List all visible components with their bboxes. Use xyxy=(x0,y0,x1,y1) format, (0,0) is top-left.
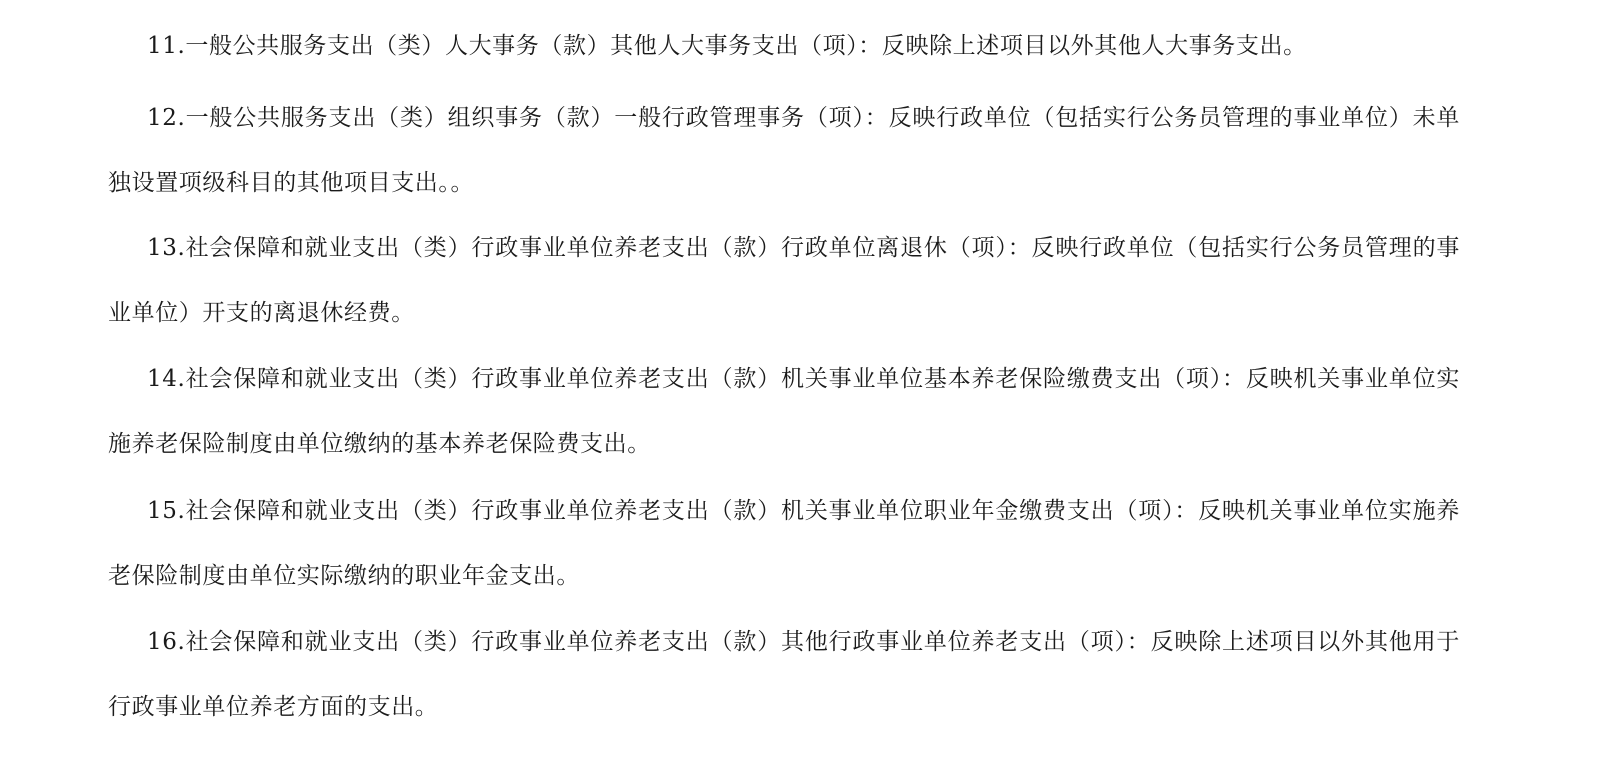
paragraph-item-13: 13.社会保障和就业支出（类）行政事业单位养老支出（款）行政单位离退休（项）：反映行政单位（包括实行公务员管理的事业单位）开支的离退休经费。 xyxy=(108,235,1460,326)
paragraph-item-14: 14.社会保障和就业支出（类）行政事业单位养老支出（款）机关事业单位基本养老保险缴费支出（项）：反映机关事业单位实施养老保险制度由单位缴纳的基本养老保险费支出。 xyxy=(108,366,1460,457)
paragraph-item-15: 15.社会保障和就业支出（类）行政事业单位养老支出（款）机关事业单位职业年金缴费支出（项）：反映机关事业单位实施养老保险制度由单位实际缴纳的职业年金支出。 xyxy=(108,498,1460,589)
paragraph-item-12: 12.一般公共服务支出（类）组织事务（款）一般行政管理事务（项）：反映行政单位（包括实行公务员管理的事业单位）未单独设置项级科目的其他项目支出。。 xyxy=(108,105,1460,196)
paragraph-item-11: 11.一般公共服务支出（类）人大事务（款）其他人大事务支出（项）：反映除上述项目以外其他人大事务支出。 xyxy=(147,33,1307,59)
paragraph-item-16: 16.社会保障和就业支出（类）行政事业单位养老支出（款）其他行政事业单位养老支出（项）：反映除上述项目以外其他用于行政事业单位养老方面的支出。 xyxy=(108,629,1460,720)
